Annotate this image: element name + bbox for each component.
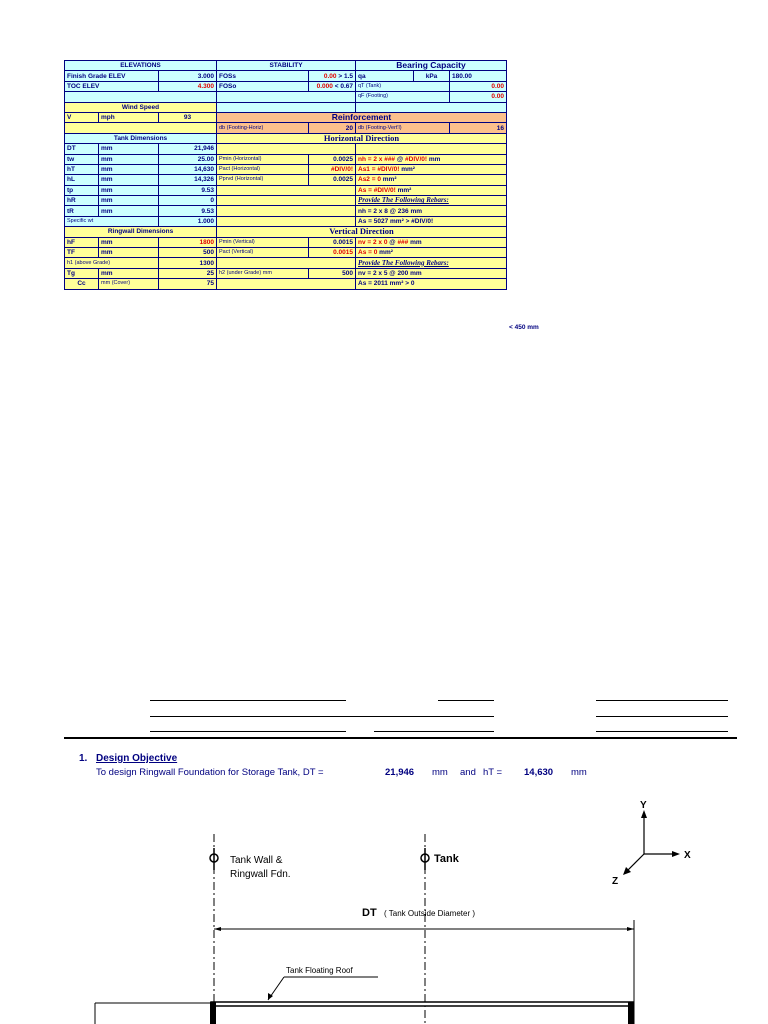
h2-label: h2 (under Grade) bbox=[219, 270, 262, 276]
sg-label: Specific wt bbox=[65, 216, 159, 226]
dim-value[interactable]: 0 bbox=[159, 196, 217, 206]
v-r2-value: 0 bbox=[373, 249, 378, 257]
h-r3-text: As2 = bbox=[358, 176, 376, 184]
v-r1-unit: mm bbox=[410, 238, 422, 246]
form-line bbox=[596, 700, 728, 701]
p-min-v-dir: (Vertical) bbox=[233, 238, 255, 245]
dim-symbol: hR bbox=[65, 196, 99, 206]
h-r5-unit: mm bbox=[410, 207, 423, 215]
dim-value[interactable]: 25.00 bbox=[159, 154, 217, 164]
reinforcement-header: Reinforcement bbox=[217, 112, 507, 122]
h-r6-unit: mm² bbox=[390, 218, 404, 226]
dim-value[interactable]: 9.53 bbox=[159, 206, 217, 216]
h-r5-a: 8 bbox=[384, 207, 388, 215]
v-r1-a: 0 bbox=[383, 238, 388, 246]
elevations-header: ELEVATIONS bbox=[65, 61, 217, 71]
rw-unit: mm bbox=[99, 268, 159, 278]
h-r2-text: As1 = bbox=[358, 166, 376, 174]
objective-ht-unit: mm bbox=[571, 767, 587, 778]
rw-value[interactable]: 25 bbox=[159, 268, 217, 278]
db-vert-value[interactable]: 16 bbox=[450, 123, 507, 133]
dim-value[interactable]: 21,946 bbox=[159, 144, 217, 154]
p-prov-h-label: Pprvd bbox=[219, 176, 234, 183]
fos-s-label: FOSs bbox=[217, 71, 309, 81]
v-r4-op: > bbox=[405, 280, 409, 288]
form-line bbox=[596, 731, 728, 732]
objective-dt-unit: mm bbox=[432, 767, 448, 778]
h2-unit: mm bbox=[262, 270, 272, 276]
wind-header: Wind Speed bbox=[65, 102, 217, 112]
h-r1-text: nh = 2 x bbox=[358, 155, 383, 163]
form-line bbox=[150, 700, 346, 701]
objective-text: To design Ringwall Foundation for Storage Tank, DT = bbox=[96, 767, 324, 778]
db-horiz-label: db (Footing-Horiz) bbox=[217, 123, 309, 133]
p-min-h-label: Pmin bbox=[219, 155, 232, 162]
form-line bbox=[374, 731, 494, 732]
qa-label: qa bbox=[356, 71, 414, 81]
toc-value[interactable]: 4.300 bbox=[159, 81, 217, 91]
v-r2-text: As = bbox=[358, 249, 372, 257]
h-r6-value: 5027 bbox=[373, 218, 389, 226]
h-r1-a: ### bbox=[384, 155, 396, 163]
p-prov-h-dir: (Horizontal) bbox=[234, 176, 264, 183]
objective-and: and bbox=[460, 767, 476, 778]
qf-value: 0.00 bbox=[450, 92, 507, 102]
h-r6-text: As = bbox=[358, 218, 372, 226]
tank-dims-header: Tank Dimensions bbox=[65, 133, 217, 143]
p-min-v-label: Pmin bbox=[219, 238, 232, 245]
v-r3-text: nv = 2 x bbox=[358, 270, 383, 277]
v-r2-unit: mm² bbox=[379, 249, 393, 257]
rw-symbol: Tg bbox=[65, 268, 99, 278]
h2-value: 500 bbox=[309, 268, 356, 278]
fos-s-value: 0.00 bbox=[323, 72, 337, 80]
dt-dimension-label: DT bbox=[362, 907, 377, 919]
h-r4-value: #DIV/0! bbox=[373, 186, 396, 194]
axis-z-label: Z bbox=[612, 876, 619, 887]
wind-v-value[interactable]: 93 bbox=[159, 112, 217, 122]
h-r5-c: 236 bbox=[397, 207, 409, 215]
fos-o-limit: 0.67 bbox=[340, 82, 353, 90]
dim-symbol: hT bbox=[65, 164, 99, 174]
blank-cell bbox=[65, 123, 217, 133]
qt-label: qT (Tank) bbox=[356, 81, 450, 91]
p-act-v-value: 0.0015 bbox=[309, 248, 356, 258]
dim-value[interactable]: 14,326 bbox=[159, 175, 217, 185]
p-prov-h-value: 0.0025 bbox=[309, 175, 356, 185]
h-r1-unit: mm bbox=[428, 155, 441, 163]
axis-triad-icon bbox=[623, 810, 680, 875]
h-r2-value: #DIV/0! bbox=[377, 166, 400, 174]
p-min-v-value: 0.0015 bbox=[309, 237, 356, 247]
blank-cell bbox=[356, 144, 507, 154]
fos-s-op: > bbox=[338, 72, 343, 80]
form-line bbox=[438, 700, 494, 701]
section-divider bbox=[64, 737, 737, 739]
floating-roof bbox=[211, 1002, 633, 1006]
qa-unit: kPa bbox=[414, 71, 450, 81]
p-act-h-label: Pact bbox=[219, 166, 231, 173]
wind-v-unit: mph bbox=[99, 112, 159, 122]
rw-symbol: Cc bbox=[65, 279, 99, 289]
qa-value[interactable]: 180.00 bbox=[450, 71, 507, 81]
dim-value[interactable]: 14,630 bbox=[159, 164, 217, 174]
db-vert-label: db (Footing-Vert'l) bbox=[356, 123, 450, 133]
fos-o-label: FOSo bbox=[217, 81, 309, 91]
h-r1-c: #DIV/0! bbox=[405, 155, 428, 163]
v-r4-c: 0 bbox=[410, 280, 415, 288]
qt-value: 0.00 bbox=[450, 81, 507, 91]
h-r4-text: As = bbox=[358, 186, 372, 194]
h-r3-unit: mm² bbox=[382, 176, 397, 184]
sg-value[interactable]: 1.000 bbox=[159, 216, 217, 226]
v-r4-value: 2011 bbox=[373, 280, 388, 288]
v-r3-c: 200 bbox=[397, 270, 409, 277]
vertical-header: Vertical Direction bbox=[217, 227, 507, 237]
blank-cell bbox=[217, 206, 356, 216]
dim-symbol: tR bbox=[65, 206, 99, 216]
v-r1-c: ### bbox=[397, 238, 409, 246]
blank-cell bbox=[356, 102, 507, 112]
rw-value[interactable]: 500 bbox=[159, 248, 217, 258]
dim-unit: mm bbox=[99, 175, 159, 185]
blank-cell bbox=[217, 216, 356, 226]
dim-unit: mm bbox=[99, 144, 159, 154]
dim-unit: mm bbox=[99, 185, 159, 195]
p-act-v-dir: (Vertical) bbox=[231, 249, 254, 256]
h-r5-b: @ bbox=[389, 207, 396, 215]
form-line bbox=[596, 716, 728, 717]
fos-o-op: < bbox=[334, 82, 339, 90]
objective-number: 1. bbox=[79, 753, 88, 764]
h-r4-unit: mm² bbox=[397, 186, 412, 194]
blank-cell bbox=[217, 196, 356, 206]
axis-y-label: Y bbox=[640, 800, 647, 811]
blank-cell bbox=[65, 92, 217, 102]
finish-grade-label: Finish Grade ELEV bbox=[65, 71, 159, 81]
objective-ht-label: hT = bbox=[483, 767, 503, 778]
dim-symbol: tp bbox=[65, 185, 99, 195]
blank-cell bbox=[217, 144, 356, 154]
h-r6-c: #DIV/0! bbox=[411, 218, 434, 226]
h-r6-op: > bbox=[405, 218, 410, 226]
h-provide-label: Provide The Following Rebars: bbox=[356, 196, 507, 206]
v-r1-b: @ bbox=[389, 238, 396, 246]
h-r5-text: nh = 2 x bbox=[358, 207, 383, 215]
p-min-h-value: 0.0025 bbox=[309, 154, 356, 164]
dim-value[interactable]: 9.53 bbox=[159, 185, 217, 195]
tank-elevation-drawing bbox=[0, 790, 768, 1024]
wind-v-label: V bbox=[65, 112, 99, 122]
fos-o-value: 0.000 bbox=[316, 82, 333, 90]
dt-dimension-desc: ( Tank Outside Diameter ) bbox=[384, 909, 475, 918]
objective-heading: Design Objective bbox=[96, 753, 178, 764]
roof-label: Tank Floating Roof bbox=[286, 966, 353, 975]
v-provide-label: Provide The Following Rebars: bbox=[356, 258, 507, 268]
dim-symbol: hL bbox=[65, 175, 99, 185]
cl-tank-label: Tank bbox=[434, 853, 459, 865]
p-act-v-label: Pact bbox=[219, 249, 231, 256]
dimension-arrow-icon bbox=[627, 927, 634, 931]
v-r3-unit: mm bbox=[410, 270, 422, 277]
form-line bbox=[150, 716, 494, 717]
rw-value[interactable]: 75 bbox=[159, 279, 217, 289]
blank-cell bbox=[217, 92, 356, 102]
design-calculation-table bbox=[64, 60, 507, 290]
rw-unit: mm (Cover) bbox=[99, 279, 159, 289]
rw-value[interactable]: 1800 bbox=[159, 237, 217, 247]
stability-header: STABILITY bbox=[217, 61, 356, 71]
cl-wall-label-2: Ringwall Fdn. bbox=[230, 869, 291, 880]
dim-unit: mm bbox=[99, 164, 159, 174]
rw-unit: mm bbox=[99, 248, 159, 258]
objective-dt-value: 21,946 bbox=[385, 767, 415, 778]
ringwall-header: Ringwall Dimensions bbox=[65, 227, 217, 237]
db-horiz-value[interactable]: 20 bbox=[309, 123, 356, 133]
v-r4-unit: mm² bbox=[389, 280, 404, 288]
rw-unit: mm bbox=[99, 237, 159, 247]
v-r3-b: @ bbox=[389, 270, 396, 277]
v-r4-text: As = bbox=[358, 280, 372, 288]
centerline-symbol-icon bbox=[421, 848, 429, 870]
p-min-h-dir: (Horizontal) bbox=[233, 155, 262, 162]
dim-symbol: DT bbox=[65, 144, 99, 154]
rw-symbol: hF bbox=[65, 237, 99, 247]
dim-unit: mm bbox=[99, 206, 159, 216]
rw-value[interactable]: 1300 bbox=[159, 258, 217, 268]
qf-label: qF (Footing) bbox=[356, 92, 450, 102]
dim-symbol: tw bbox=[65, 154, 99, 164]
h-r1-b: @ bbox=[396, 155, 404, 163]
blank-cell bbox=[217, 258, 356, 268]
blank-cell bbox=[217, 279, 356, 289]
tank-wall-left bbox=[210, 1002, 216, 1024]
horizontal-header: Horizontal Direction bbox=[217, 133, 507, 143]
objective-ht-value: 14,630 bbox=[524, 767, 554, 778]
tank-wall-right bbox=[628, 1002, 634, 1024]
fos-s-limit: 1.5 bbox=[343, 72, 353, 80]
spacing-limit-note: < 450 mm bbox=[509, 324, 539, 331]
blank-cell bbox=[217, 185, 356, 195]
cl-wall-label-1: Tank Wall & bbox=[230, 855, 283, 866]
dim-unit: mm bbox=[99, 196, 159, 206]
blank-cell bbox=[217, 102, 356, 112]
v-r1-text: nv = 2 x bbox=[358, 238, 383, 246]
rw-symbol: h1 (above Grade) bbox=[65, 258, 159, 268]
p-act-h-value: #DIV/0! bbox=[309, 164, 356, 174]
axis-x-label: X bbox=[684, 850, 691, 861]
centerline-symbol-icon bbox=[210, 848, 218, 870]
finish-grade-value[interactable]: 3.000 bbox=[159, 71, 217, 81]
rw-symbol: TF bbox=[65, 248, 99, 258]
form-line bbox=[150, 731, 346, 732]
h-r2-unit: mm² bbox=[401, 166, 415, 174]
dimension-arrow-icon bbox=[214, 927, 221, 931]
bearing-header: Bearing Capacity bbox=[356, 61, 507, 71]
h-r3-value: 0 bbox=[377, 176, 381, 184]
dim-unit: mm bbox=[99, 154, 159, 164]
v-r3-a: 5 bbox=[383, 270, 388, 277]
toc-label: TOC ELEV bbox=[65, 81, 159, 91]
p-act-h-dir: (Horizontal) bbox=[231, 166, 260, 173]
